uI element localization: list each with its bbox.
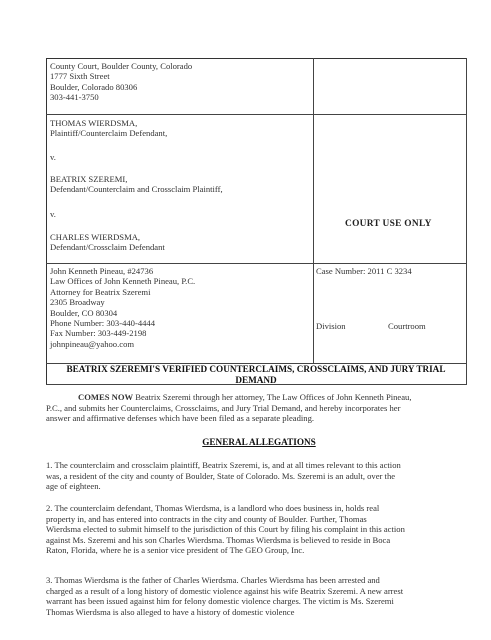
court-line: Boulder, Colorado 80306 — [50, 81, 138, 92]
attorney-line: Fax Number: 303-449-2198 — [50, 328, 147, 339]
paragraph-line: Thomas Wierdsma is also alleged to have a history of domestic violence — [46, 606, 295, 617]
attorney-block — [50, 266, 195, 349]
intro-lead: COMES NOW — [78, 392, 134, 402]
parties-block — [50, 118, 167, 139]
caption-divider-1 — [46, 114, 467, 115]
attorney-line: Boulder, CO 80304 — [50, 307, 118, 318]
courtroom-label: Courtroom — [388, 321, 426, 331]
attorney-line: 2305 Broadway — [50, 297, 105, 308]
intro-text: Beatrix Szeremi through her attorney, The Law Offices of John Kenneth Pineau, — [133, 392, 412, 402]
paragraph-line: 2. The counterclaim defendant, Thomas Wierdsma, is a landlord who does business in, holds real — [46, 503, 380, 513]
paragraph-line: 3. Thomas Wierdsma is the father of Charles Wierdsma. Charles Wierdsma has been arrested and — [46, 575, 380, 585]
caption-divider-vertical — [313, 58, 314, 363]
caption-divider-2 — [46, 263, 467, 264]
court-use-only-label: COURT USE ONLY — [345, 219, 432, 229]
attorney-line: John Kenneth Pineau, #24736 — [50, 266, 154, 276]
document-title — [46, 364, 466, 386]
defendant-name: BEATRIX SZEREMI, — [50, 174, 128, 184]
caption-border-right — [466, 58, 467, 384]
paragraph-line: against Ms. Szeremi and his son Charles Wierdsma. Thomas Wierdsma is believed to reside in Boca — [46, 534, 391, 545]
paragraph-line: property in, and has entered into contracts in the city and county of Boulder. Further, Thomas — [46, 513, 367, 524]
intro-text: P.C., and submits her Counterclaims, Crossclaims, and Jury Trial Demand, and hereby incorporates her — [46, 402, 401, 413]
paragraph-line: age of eighteen. — [46, 481, 101, 492]
plaintiff-name: THOMAS WIERDSMA, — [50, 118, 138, 128]
court-line: 303-441-3750 — [50, 92, 99, 103]
attorney-line: Phone Number: 303-440-4444 — [50, 318, 156, 329]
intro-paragraph — [46, 392, 472, 424]
case-number: Case Number: 2011 C 3234 — [316, 266, 412, 276]
allegation-paragraph-1 — [46, 460, 472, 492]
court-line: 1777 Sixth Street — [50, 71, 110, 82]
section-heading: GENERAL ALLEGATIONS — [202, 437, 316, 447]
paragraph-line: 1. The counterclaim and crossclaim plaintiff, Beatrix Szeremi, is, and at all times relevant to this action — [46, 460, 401, 470]
paragraph-line: was, a resident of the city and county of Boulder, State of Colorado. Ms. Szeremi is an adult, over the — [46, 470, 396, 481]
versus-1: v. — [50, 152, 56, 162]
third-party-role: Defendant/Crossclaim Defendant — [50, 242, 165, 253]
third-party-block — [50, 232, 165, 253]
paragraph-line: Wierdsma elected to submit himself to the jurisdiction of this Court by filing his complaint in this action — [46, 524, 405, 535]
court-address-block — [50, 61, 192, 103]
allegation-paragraph-2 — [46, 503, 472, 556]
defendant-block — [50, 174, 223, 195]
division-label: Division — [316, 321, 346, 331]
plaintiff-role: Plaintiff/Counterclaim Defendant, — [50, 128, 168, 139]
court-line: County Court, Boulder County, Colorado — [50, 61, 193, 71]
allegation-paragraph-3 — [46, 575, 472, 617]
versus-2: v. — [50, 209, 56, 219]
document-title-line: DEMAND — [235, 375, 277, 385]
intro-text: answer and affirmative defenses which have been filed as a separate pleading. — [46, 413, 315, 424]
paragraph-line: Raton, Florida, where he is a senior vice president of The GEO Group, Inc. — [46, 545, 305, 556]
attorney-line: Attorney for Beatrix Szeremi — [50, 286, 151, 297]
third-party-name: CHARLES WIERDSMA, — [50, 232, 141, 242]
paragraph-line: warrant has been issued against him for felony domestic violence charges. The victim is Ms. Szeremi — [46, 596, 394, 607]
attorney-email: johnpineau@yahoo.com — [50, 338, 135, 349]
attorney-line: Law Offices of John Kenneth Pineau, P.C. — [50, 276, 196, 287]
paragraph-line: charged as a result of a long history of domestic violence against his wife Beatrix Szeremi. A new arrest — [46, 585, 404, 596]
document-title-line: BEATRIX SZEREMI'S VERIFIED COUNTERCLAIMS, CROSSCLAIMS, AND JURY TRIAL — [66, 364, 446, 374]
defendant-role: Defendant/Counterclaim and Crossclaim Plaintiff, — [50, 184, 223, 195]
